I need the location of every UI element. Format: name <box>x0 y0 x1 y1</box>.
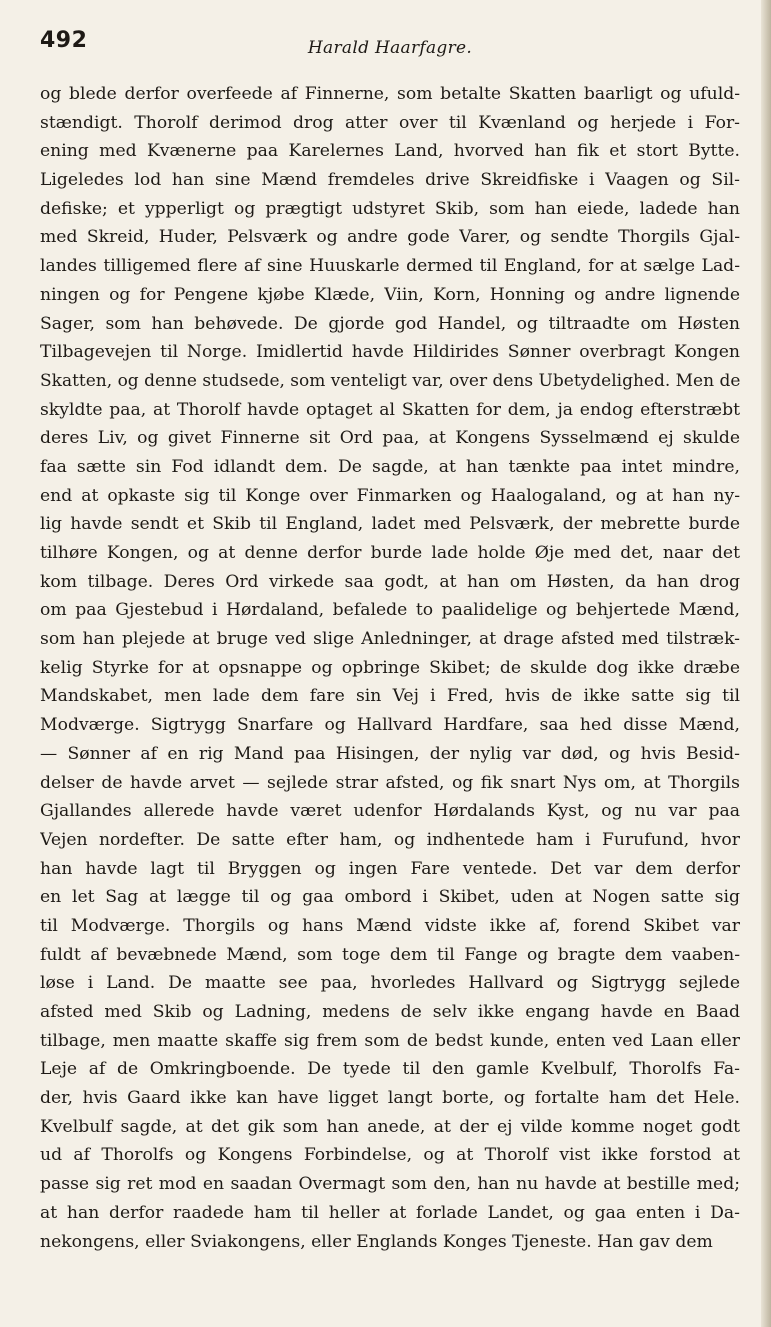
text-line: Mandskabet, men lade dem fare sin Vej i Fred, hvis de ikke satte sig til <box>40 686 740 707</box>
text-line: til Modværge. Thorgils og hans Mænd vidste ikke af, forend Skibet var <box>40 915 740 936</box>
text-line: Skatten, og denne studsede, som venteligt var, over dens Ubetydelighed. Men de <box>40 370 740 391</box>
text-line: kelig Styrke for at opsnappe og opbringe Skibet; de skulde dog ikke dræbe <box>40 657 740 678</box>
text-line: ningen og for Pengene kjøbe Klæde, Viin, Korn, Honning og andre lignende <box>40 284 740 305</box>
text-line: tilhøre Kongen, og at denne derfor burde lade holde Øje med det, naar det <box>40 543 740 563</box>
text-line: han havde lagt til Bryggen og ingen Fare ventede. Det var dem derfor <box>40 858 740 879</box>
text-line: løse i Land. De maatte see paa, hvorledes Hallvard og Sigtrygg sejlede <box>40 973 740 994</box>
text-line: som han plejede at bruge ved slige Anledninger, at drage afsted med tilstræk- <box>40 629 740 650</box>
body-text <box>40 80 740 1256</box>
text-line: faa sætte sin Fod idlandt dem. De sagde, at han tænkte paa intet mindre, <box>40 456 740 477</box>
text-line: Vejen nordefter. De satte efter ham, og indhentede ham i Furufund, hvor <box>40 829 740 850</box>
text-line: Kvelbulf sagde, at det gik som han anede, at der ej vilde komme noget godt <box>40 1116 740 1137</box>
text-line: skyldte paa, at Thorolf havde optaget al Skatten for dem, ja endog efterstræbt <box>40 399 740 420</box>
text-line: ening med Kvænerne paa Karelernes Land, hvorved han fik et stort Bytte. <box>40 141 740 162</box>
text-line: lig havde sendt et Skib til England, ladet med Pelsværk, der mebrette burde <box>40 514 740 535</box>
text-line: at han derfor raadede ham til heller at forlade Landet, og gaa enten i Da- <box>40 1202 740 1223</box>
text-line: afsted med Skib og Ladning, medens de selv ikke engang havde en Baad <box>40 1002 740 1022</box>
text-line: og blede derfor overfeede af Finnerne, som betalte Skatten baarligt og ufuld- <box>40 84 740 104</box>
text-line: tilbage, men maatte skaffe sig frem som de bedst kunde, enten ved Laan eller <box>40 1030 740 1051</box>
text-line: Ligeledes lod han sine Mænd fremdeles drive Skreidfiske i Vaagen og Sil- <box>40 170 740 191</box>
page-header <box>40 18 740 62</box>
text-line: Tilbagevejen til Norge. Imidlertid havde Hildirides Sønner overbragt Kongen <box>40 342 740 363</box>
text-line: der, hvis Gaard ikke kan have ligget langt borte, og fortalte ham det Hele. <box>40 1088 740 1109</box>
text-line: en let Sag at lægge til og gaa ombord i Skibet, uden at Nogen satte sig <box>40 887 740 908</box>
text-line: Sager, som han behøvede. De gjorde god Handel, og tiltraadte om Høsten <box>40 313 740 334</box>
text-line: deres Liv, og givet Finnerne sit Ord paa, at Kongens Sysselmænd ej skulde <box>40 428 740 449</box>
text-line: landes tilligemed flere af sine Huuskarle dermed til England, for at sælge Lad- <box>40 256 740 277</box>
text-line: Leje af de Omkringboende. De tyede til den gamle Kvelbulf, Thorolfs Fa- <box>40 1059 740 1080</box>
text-line: passe sig ret mod en saadan Overmagt som den, han nu havde at bestille med; <box>40 1174 740 1195</box>
page-number: 492 <box>40 28 88 53</box>
text-line: Gjallandes allerede havde været udenfor Hørdalands Kyst, og nu var paa <box>40 801 740 822</box>
text-line: fuldt af bevæbnede Mænd, som toge dem til Fange og bragte dem vaaben- <box>40 944 740 965</box>
text-line: kom tilbage. Deres Ord virkede saa godt, at han om Høsten, da han drog <box>40 571 740 592</box>
text-line: delser de havde arvet — sejlede strar afsted, og fik snart Nys om, at Thorgils <box>40 772 740 793</box>
text-line: med Skreid, Huder, Pelsværk og andre gode Varer, og sendte Thorgils Gjal- <box>40 227 740 248</box>
text-line: ud af Thorolfs og Kongens Forbindelse, og at Thorolf vist ikke forstod at <box>40 1145 740 1166</box>
running-title: Harald Haarfagre. <box>307 38 473 58</box>
text-line: stændigt. Thorolf derimod drog atter over til Kvænland og herjede i For- <box>40 112 740 133</box>
text-line: nekongens, eller Sviakongens, eller Englands Konges Tjeneste. Han gav dem <box>40 1231 713 1252</box>
text-line: Modværge. Sigtrygg Snarfare og Hallvard Hardfare, saa hed disse Mænd, <box>40 715 740 736</box>
text-line: — Sønner af en rig Mand paa Hisingen, der nylig var død, og hvis Besid- <box>40 743 740 764</box>
text-line: om paa Gjestebud i Hørdaland, befalede to paalidelige og behjertede Mænd, <box>40 600 740 621</box>
text-line: defiske; et ypperligt og prægtigt udstyret Skib, som han eiede, ladede han <box>40 198 740 219</box>
text-line: end at opkaste sig til Konge over Finmarken og Haalogaland, og at han ny- <box>40 485 740 506</box>
page-edge <box>761 0 771 1327</box>
